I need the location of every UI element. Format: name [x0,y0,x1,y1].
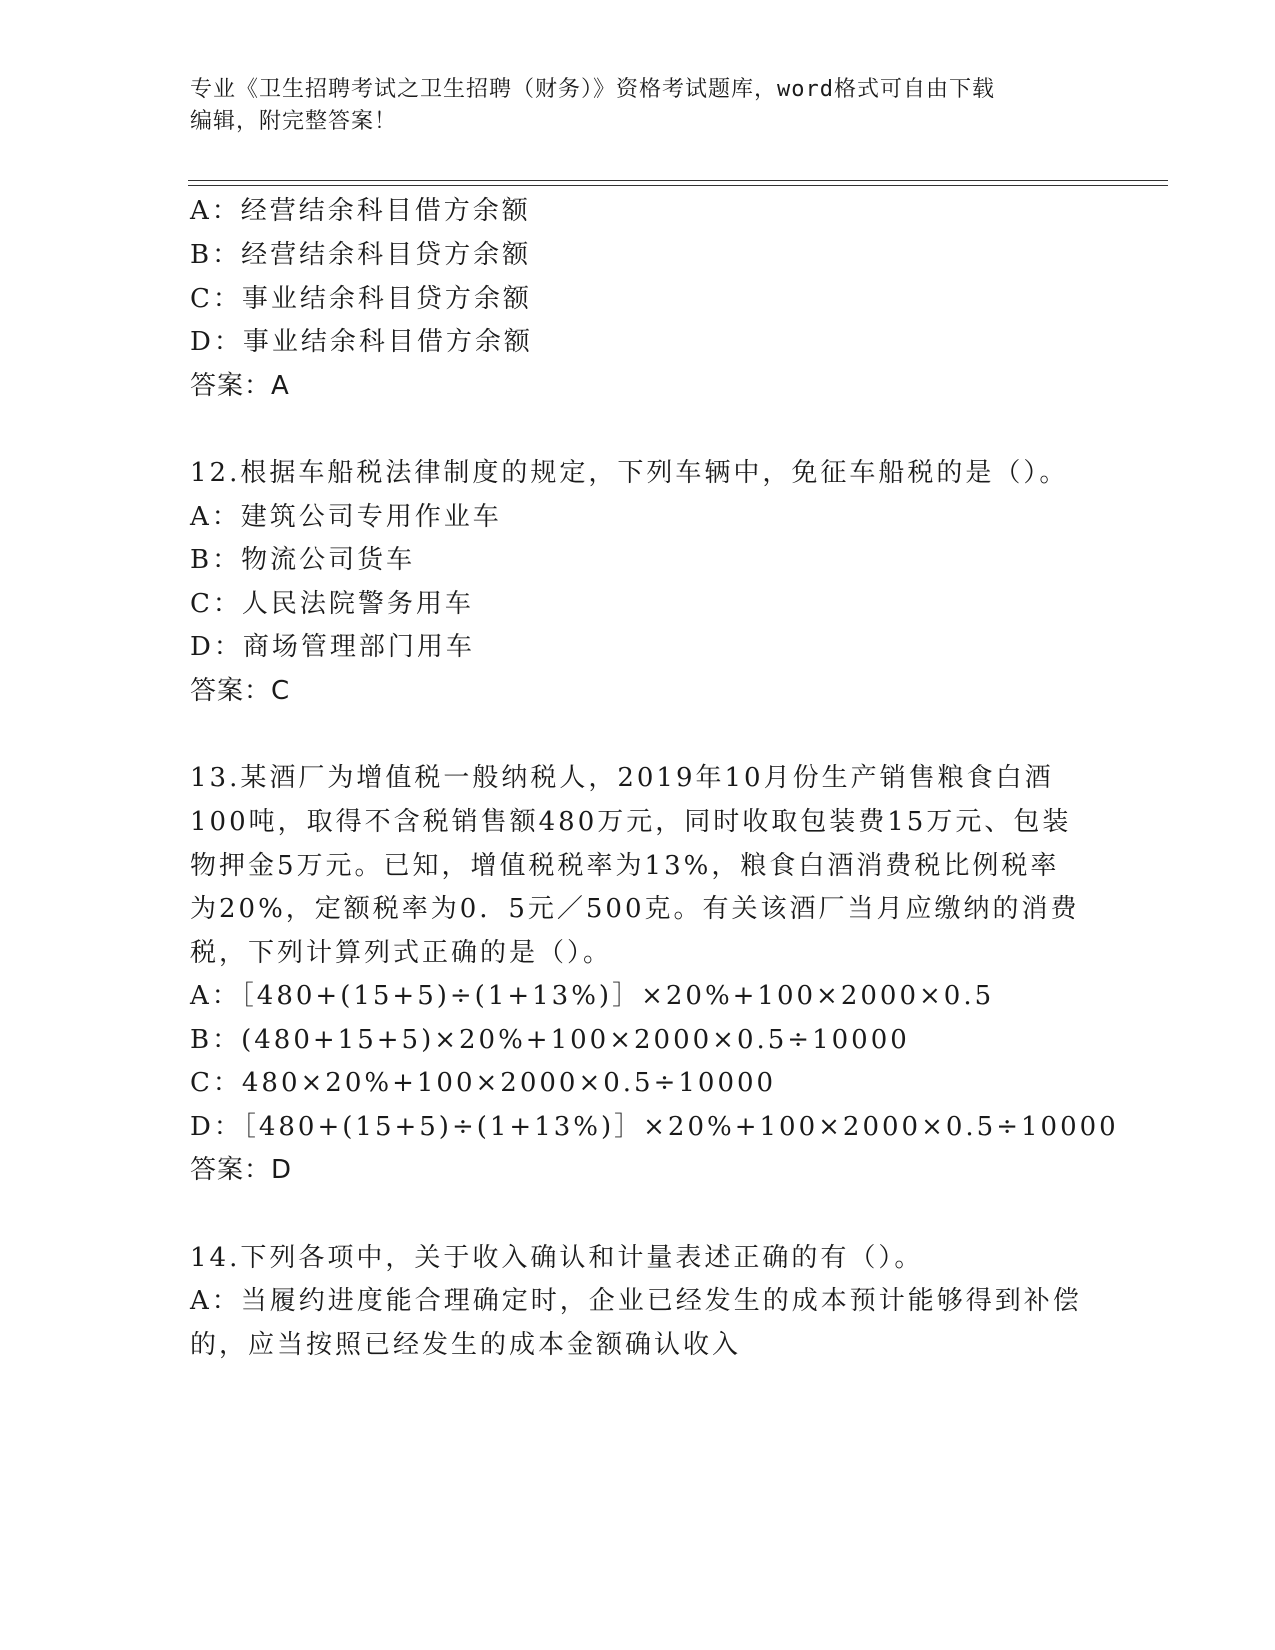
q13-option-a: A：［480+(15+5)÷(1+13%)］×20%+100×2000×0.5 [190,981,995,1011]
q12-question: 12.根据车船税法律制度的规定，下列车辆中，免征车船税的是（）。 [190,458,1069,488]
q13-option-c: C：480×20%+100×2000×0.5÷10000 [190,1068,777,1098]
q12-option-a: A：建筑公司专用作业车 [190,502,502,532]
header-divider-top [188,180,1168,181]
q12-option-d: D：商场管理部门用车 [190,632,475,662]
q12-option-b: B：物流公司货车 [190,545,416,575]
q14-option-a-line-2: 的，应当按照已经发生的成本金额确认收入 [190,1330,742,1360]
q11-option-c: C：事业结余科目贷方余额 [190,284,532,314]
header-divider-bottom [188,185,1168,186]
q13-question-line-1: 13.某酒厂为增值税一般纳税人，2019年10月份生产销售粮食白酒 [190,763,1054,793]
q13-option-b: B：(480+15+5)×20%+100×2000×0.5÷10000 [190,1025,910,1055]
document-header [190,74,1090,138]
q11-option-b: B：经营结余科目贷方余额 [190,240,532,270]
q11-option-a: A：经营结余科目借方余额 [190,196,531,226]
q14-option-a-line-1: A：当履约进度能合理确定时，企业已经发生的成本预计能够得到补偿 [190,1286,1082,1316]
q14-question: 14.下列各项中，关于收入确认和计量表述正确的有（）。 [190,1243,924,1273]
q13-question-line-3: 物押金5万元。已知，增值税税率为13%，粮食白酒消费税比例税率 [190,851,1060,881]
q11-answer: 答案：A [190,371,290,401]
header-line-2: 编辑，附完整答案！ [190,109,398,134]
q12-answer: 答案：C [190,676,291,706]
header-line-1: 专业《卫生招聘考试之卫生招聘（财务）》资格考试题库，word格式可自由下载 [190,77,995,102]
q13-option-d: D：［480+(15+5)÷(1+13%)］×20%+100×2000×0.5÷10000 [190,1112,1119,1142]
q12-option-c: C：人民法院警务用车 [190,589,474,619]
q13-answer: 答案：D [190,1155,293,1185]
q13-question-line-4: 为20%，定额税率为0．5元／500克。有关该酒厂当月应缴纳的消费 [190,894,1080,924]
q13-question-line-5: 税，下列计算列式正确的是（）。 [190,938,613,968]
q11-option-d: D：事业结余科目借方余额 [190,327,533,357]
q13-question-line-2: 100吨，取得不含税销售额480万元，同时收取包装费15万元、包装 [190,807,1072,837]
